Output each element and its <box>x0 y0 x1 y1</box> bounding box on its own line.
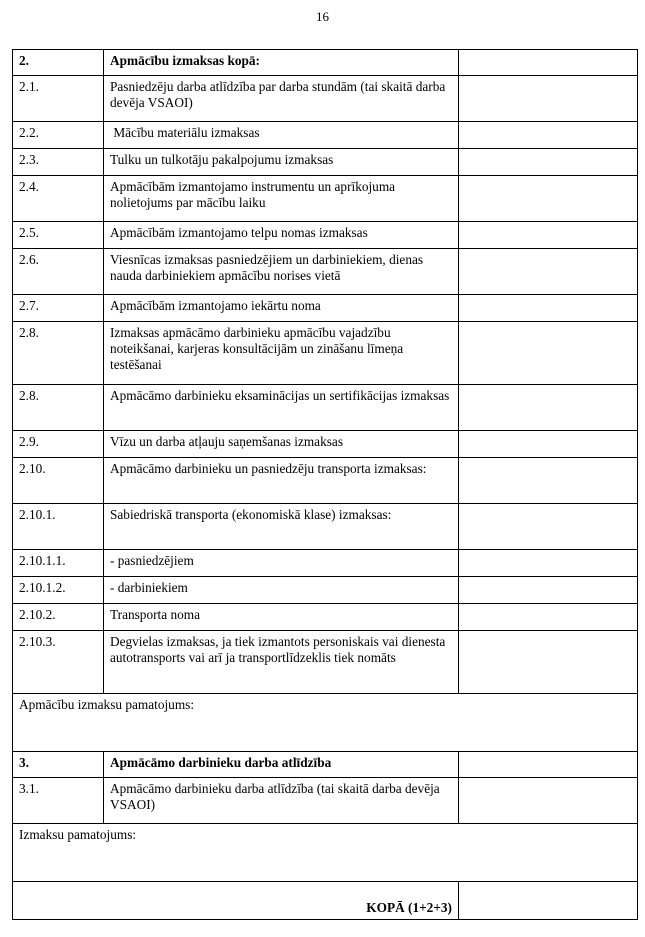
row-description: Degvielas izmaksas, ja tiek izmantots personiskais vai dienesta autotransports vai arī ja transportlīdzeklis tiek nomāts <box>104 631 459 694</box>
row-description: Tulku un tulkotāju pakalpojumu izmaksas <box>104 149 459 176</box>
row-description: - darbiniekiem <box>104 577 459 604</box>
row-description: Transporta noma <box>104 604 459 631</box>
row-amount-cell[interactable] <box>459 322 638 385</box>
section-3-header-row <box>13 752 638 778</box>
row-amount-cell[interactable] <box>459 295 638 322</box>
row-amount-cell[interactable] <box>459 76 638 122</box>
section-2-number: 2. <box>13 50 104 76</box>
row-description: Apmācāmo darbinieku darba atlīdzība (tai skaitā darba devēja VSAOI) <box>104 778 459 824</box>
row-number: 3.1. <box>13 778 104 824</box>
table-row <box>13 577 638 604</box>
row-amount-cell[interactable] <box>459 149 638 176</box>
row-description: Izmaksas apmācāmo darbinieku apmācību vajadzību noteikšanai, karjeras konsultācijām un zināšanu līmeņa testēšanai <box>104 322 459 385</box>
table-row <box>13 631 638 694</box>
section-2-justification-field[interactable] <box>13 694 638 752</box>
total-amount-cell[interactable] <box>459 882 638 920</box>
row-description: Apmācībām izmantojamo instrumentu un aprīkojuma nolietojums par mācību laiku <box>104 176 459 222</box>
section-3-justification-field[interactable] <box>13 824 638 882</box>
row-description: Apmācāmo darbinieku un pasniedzēju transporta izmaksas: <box>104 458 459 504</box>
table-row <box>13 431 638 458</box>
table-row <box>13 249 638 295</box>
row-number: 2.4. <box>13 176 104 222</box>
row-amount-cell[interactable] <box>459 577 638 604</box>
table-row <box>13 295 638 322</box>
table-row <box>13 550 638 577</box>
row-amount-cell[interactable] <box>459 249 638 295</box>
row-amount-cell[interactable] <box>459 604 638 631</box>
row-description: Vīzu un darba atļauju saņemšanas izmaksas <box>104 431 459 458</box>
total-label: KOPĀ (1+2+3) <box>13 882 459 920</box>
row-number: 2.8. <box>13 322 104 385</box>
section-2-justification-label: Apmācību izmaksu pamatojums: <box>19 697 195 712</box>
row-description: Apmācāmo darbinieku eksaminācijas un sertifikācijas izmaksas <box>104 385 459 431</box>
row-amount-cell[interactable] <box>459 122 638 149</box>
row-number: 2.10.1. <box>13 504 104 550</box>
row-number: 2.2. <box>13 122 104 149</box>
row-number: 2.10.1.2. <box>13 577 104 604</box>
row-description: Sabiedriskā transporta (ekonomiskā klase) izmaksas: <box>104 504 459 550</box>
row-amount-cell[interactable] <box>459 631 638 694</box>
row-description: Apmācībām izmantojamo iekārtu noma <box>104 295 459 322</box>
row-number: 2.10.2. <box>13 604 104 631</box>
table-row <box>13 149 638 176</box>
table-row <box>13 322 638 385</box>
table-row <box>13 176 638 222</box>
budget-table <box>12 49 638 920</box>
table-row <box>13 76 638 122</box>
row-amount-cell[interactable] <box>459 778 638 824</box>
row-amount-cell[interactable] <box>459 176 638 222</box>
section-3-justification-row <box>13 824 638 882</box>
row-amount-cell[interactable] <box>459 431 638 458</box>
section-3-title: Apmācāmo darbinieku darba atlīdzība <box>104 752 459 778</box>
table-row <box>13 778 638 824</box>
row-amount-cell[interactable] <box>459 385 638 431</box>
row-number: 2.5. <box>13 222 104 249</box>
table-row <box>13 504 638 550</box>
table-row <box>13 458 638 504</box>
row-amount-cell[interactable] <box>459 550 638 577</box>
section-2-justification-row <box>13 694 638 752</box>
row-number: 2.7. <box>13 295 104 322</box>
row-number: 2.10. <box>13 458 104 504</box>
row-description: Viesnīcas izmaksas pasniedzējiem un darbiniekiem, dienas nauda darbiniekiem apmācību norises vietā <box>104 249 459 295</box>
row-amount-cell[interactable] <box>459 458 638 504</box>
row-amount-cell[interactable] <box>459 222 638 249</box>
section-2-title: Apmācību izmaksas kopā: <box>104 50 459 76</box>
section-2-amount-cell[interactable] <box>459 50 638 76</box>
row-number: 2.6. <box>13 249 104 295</box>
row-number: 2.10.1.1. <box>13 550 104 577</box>
row-number: 2.1. <box>13 76 104 122</box>
row-number: 2.3. <box>13 149 104 176</box>
table-row <box>13 122 638 149</box>
total-row <box>13 882 638 920</box>
row-number: 2.9. <box>13 431 104 458</box>
section-3-number: 3. <box>13 752 104 778</box>
table-row <box>13 222 638 249</box>
row-description: Mācību materiālu izmaksas <box>104 122 459 149</box>
table-row <box>13 385 638 431</box>
row-description: - pasniedzējiem <box>104 550 459 577</box>
row-number: 2.8. <box>13 385 104 431</box>
section-2-header-row <box>13 50 638 76</box>
section-3-amount-cell[interactable] <box>459 752 638 778</box>
row-number: 2.10.3. <box>13 631 104 694</box>
row-description: Pasniedzēju darba atlīdzība par darba stundām (tai skaitā darba devēja VSAOI) <box>104 76 459 122</box>
row-amount-cell[interactable] <box>459 504 638 550</box>
table-row <box>13 604 638 631</box>
section-3-justification-label: Izmaksu pamatojums: <box>19 827 137 842</box>
row-description: Apmācībām izmantojamo telpu nomas izmaksas <box>104 222 459 249</box>
page-number: 16 <box>316 9 329 24</box>
